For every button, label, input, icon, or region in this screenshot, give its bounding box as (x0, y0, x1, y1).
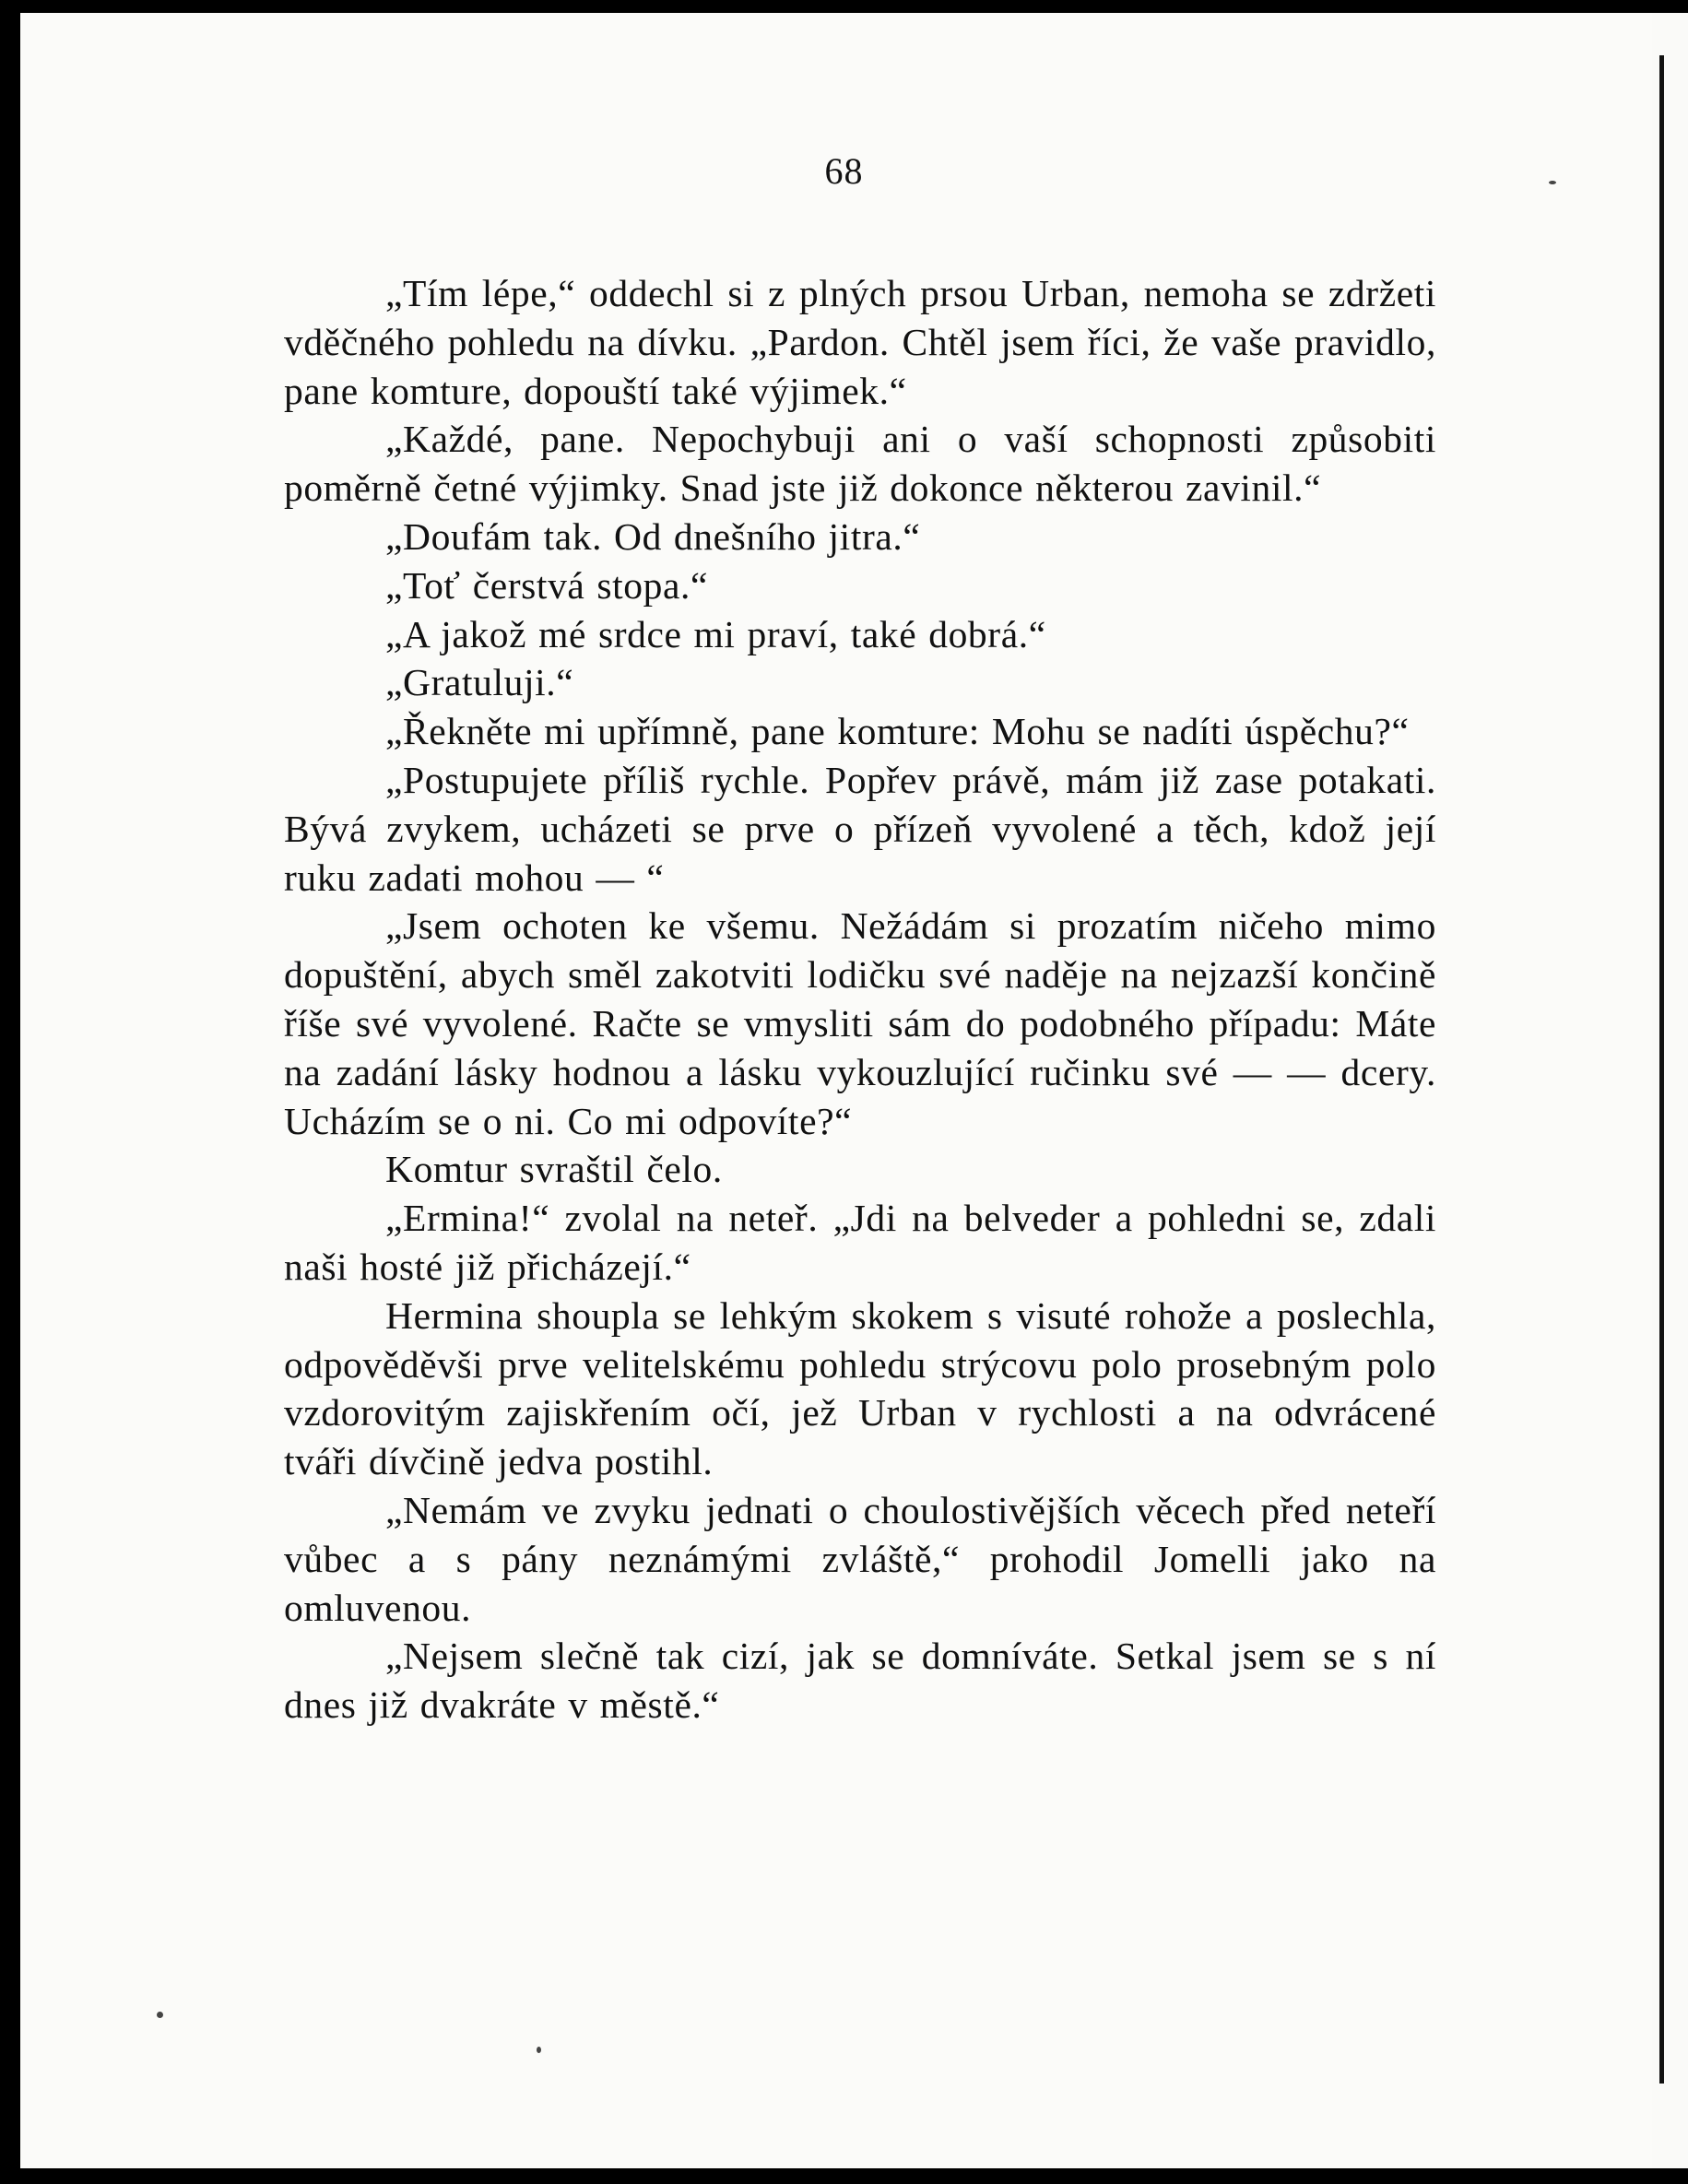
page-number: 68 (824, 150, 864, 192)
paragraph: „Nejsem slečně tak cizí, jak se domníváte. Setkal jsem se s ní dnes již dvakráte v městě.“ (284, 1635, 1436, 1727)
book-edge-line (1659, 55, 1664, 2084)
paragraph: Hermina shoupla se lehkým skokem s visuté rohože a poslechla, odpověděvši prve velitelskému pohledu strýcovu polo prosebným polo vzdorovitým zajiskřením očí, jež Urban v rychlosti a na odvrácené tváři dívčině jedva postihl. (284, 1293, 1436, 1483)
paragraph: „Nemám ve zvyku jednati o choulostivějších věcech před neteří vůbec a s pány neznámými zvláště,“ prohodil Jomelli jako na omluvenou. (284, 1488, 1436, 1629)
paragraph: „Tím lépe,“ oddechl si z plných prsou Urban, nemoha se zdržeti vděčného pohledu na dívku. „Pardon. Chtěl jsem říci, že vaše pravidlo, pane komture, dopouští také výjimek.“ (284, 272, 1436, 412)
paragraph: „Jsem ochoten ke všemu. Nežádám si prozatím ničeho mimo dopuštění, abych směl zakotviti lodičku své naděje na nejzazší končině říše své vyvolené. Račte se vmysliti sám do podobného případu: Máte na zadání lásky hodnou a lásku vykouzlující ručinku své — — dcery. Ucházím se o ni. Co mi odpovíte?“ (284, 904, 1436, 1142)
paragraph: „Toť čerstvá stopa.“ (385, 563, 709, 607)
body-text (284, 269, 1436, 1729)
paragraph: „Postupujete příliš rychle. Popřev právě, mám již zase potakati. Bývá zvykem, ucházeti se prve o přízeň vyvolené a těch, kdož její ruku zadati mohou — “ (284, 758, 1436, 899)
paragraph: „Každé, pane. Nepochybuji ani o vaší schopnosti způsobiti poměrně četné výjimky. Snad jste již dokonce některou zavinil.“ (284, 418, 1436, 510)
paragraph: „Ermina!“ zvolal na neteř. „Jdi na belveder a pohledni se, zdali naši hosté již přicházejí.“ (284, 1197, 1436, 1288)
paragraph: Komtur svraštil čelo. (385, 1148, 723, 1191)
paragraph: „Gratuluji.“ (385, 661, 574, 704)
dust-speck (537, 2047, 541, 2053)
page-right-margin (1652, 13, 1688, 2168)
paragraph: „Doufám tak. Od dnešního jitra.“ (385, 514, 921, 558)
paragraph: „Řekněte mi upřímně, pane komture: Mohu se nadíti úspěchu?“ (385, 710, 1410, 753)
dust-speck (157, 2012, 163, 2018)
paragraph: „A jakož mé srdce mi praví, také dobrá.“ (385, 612, 1046, 655)
